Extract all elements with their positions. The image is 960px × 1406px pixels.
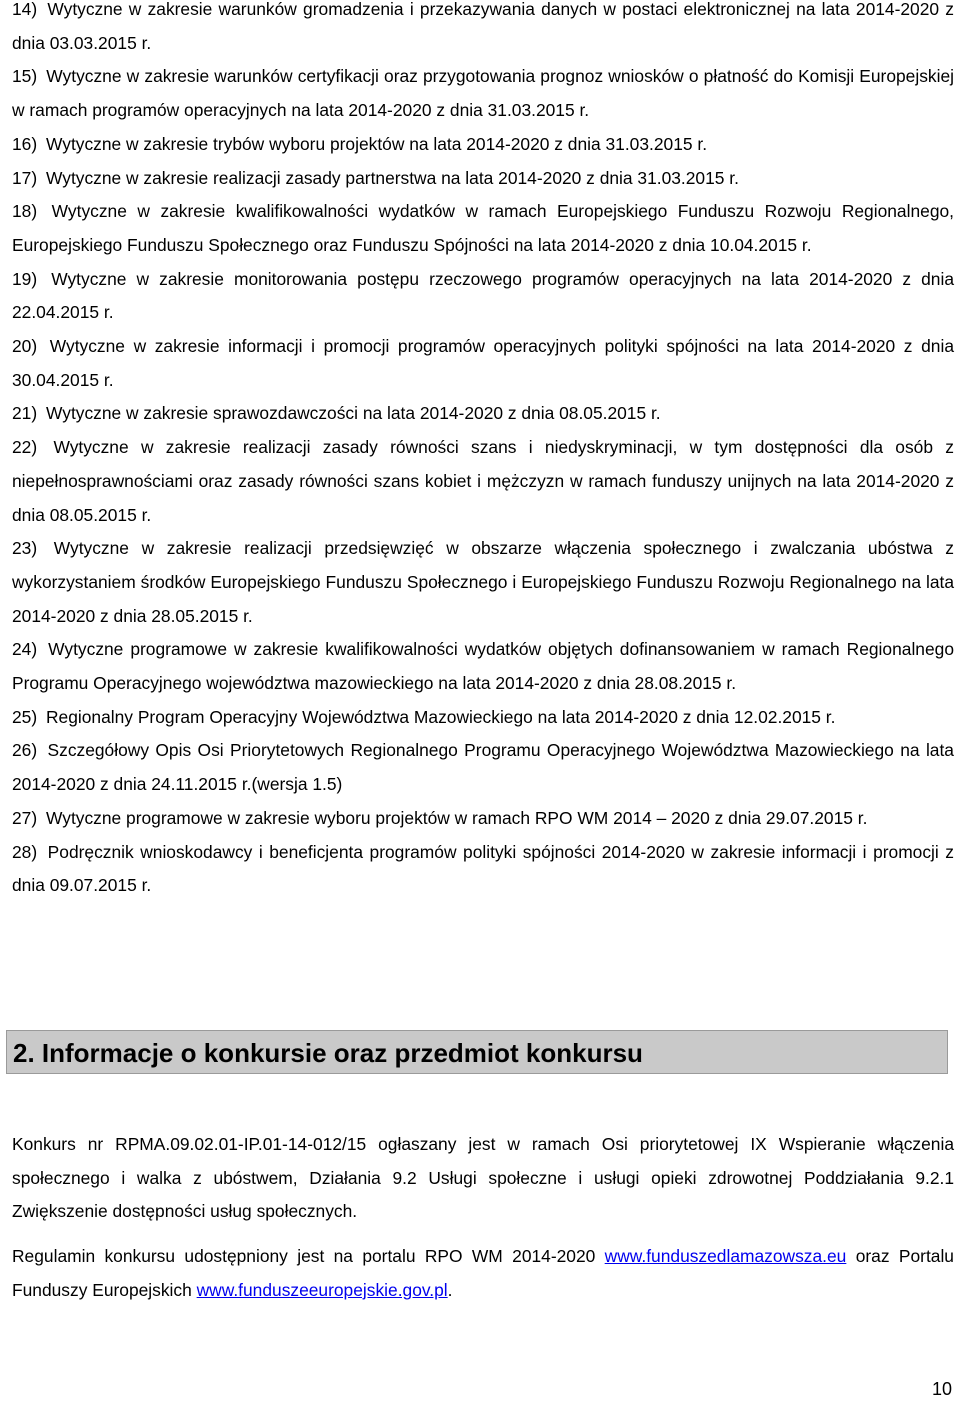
list-item [12,802,954,836]
item-text: Wytyczne w zakresie realizacji zasady partnerstwa na lata 2014-2020 z dnia 31.03.2015 r. [45,167,739,188]
guidelines-list [12,0,954,903]
item-number: 21) [12,403,38,424]
item-text: Wytyczne programowe w zakresie wyboru projektów w ramach RPO WM 2014 – 2020 z dnia 29.07.2015 r. [45,807,868,828]
item-text: Podręcznik wnioskodawcy i beneficjenta programów polityki spójności 2014-2020 w zakresie informacji i promocji z dnia 09.07.2015 r. [12,841,954,896]
regulations-text-middle: oraz Portalu Funduszy Europejskich [12,1246,954,1300]
item-number: 24) [12,639,38,660]
list-item [12,633,954,700]
item-text: Wytyczne w zakresie kwalifikowalności wydatków w ramach Europejskiego Funduszu Rozwoju Regionalnego, Europejskiego Funduszu Społecznego oraz Funduszu Spójności na lata 2014-2020 z dnia 10.04.2015 r. [12,201,954,255]
item-number: 18) [12,201,38,222]
item-text: Wytyczne w zakresie warunków gromadzenia i przekazywania danych w postaci elektronicznej na lata 2014-2020 z dnia 03.03.2015 r. [12,0,954,53]
list-item [12,0,954,60]
item-text: Wytyczne w zakresie warunków certyfikacji oraz przygotowania prognoz wniosków o płatność do Komisji Europejskiej w ramach programów operacyjnych na lata 2014-2020 z dnia 31.03.2015 r. [12,66,954,121]
item-number: 23) [12,538,38,559]
list-item [12,60,954,127]
list-item [12,431,954,532]
section-heading-box [6,1030,948,1074]
item-number: 28) [12,841,38,862]
item-text: Wytyczne w zakresie realizacji zasady równości szans i niedyskryminacji, w tym dostępności dla osób z niepełnosprawnościami oraz zasady równości szans kobiet i mężczyzn w ramach funduszy unijnych na lata 2014-2020 z dnia 08.05.2015 r. [12,437,954,525]
item-number: 19) [12,268,38,289]
item-text: Szczegółowy Opis Osi Priorytetowych Regionalnego Programu Operacyjnego Województwa Mazowieckiego na lata 2014-2020 z dnia 24.11.2015 r.(wersja 1.5) [12,740,954,795]
regulations-paragraph [12,1240,954,1307]
list-item [12,128,954,162]
contest-paragraph: Konkurs nr RPMA.09.02.01-IP.01-14-012/15 ogłaszany jest w ramach Osi priorytetowej IX Wspieranie włączenia społecznego i walka z ubóstwem, Działania 9.2 Usługi społeczne i usługi opieki zdrowotnej Poddziałania 9.2.1 Zwiększenie dostępności usług społecznych. [12,1134,954,1222]
item-number: 25) [12,706,38,727]
item-number: 27) [12,807,38,828]
item-text: Wytyczne w zakresie sprawozdawczości na lata 2014-2020 z dnia 08.05.2015 r. [45,403,661,424]
item-number: 17) [12,167,38,188]
regulations-text-before: Regulamin konkursu udostępniony jest na portalu RPO WM 2014-2020 [12,1246,605,1266]
list-item [12,734,954,801]
funduszeeuropejskie-link[interactable]: www.funduszeeuropejskie.gov.pl [196,1279,448,1300]
list-item [12,836,954,903]
list-item [12,195,954,262]
item-number: 15) [12,66,38,87]
item-text: Wytyczne w zakresie monitorowania postępu rzeczowego programów operacyjnych na lata 2014-2020 z dnia 22.04.2015 r. [12,268,954,323]
item-number: 26) [12,740,38,761]
section-heading: 2. Informacje o konkursie oraz przedmiot konkursu [13,1038,643,1068]
list-item [12,263,954,330]
list-item [12,532,954,633]
item-number: 14) [12,0,38,19]
list-item [12,397,954,431]
list-item [12,330,954,397]
regulations-text-after: . [447,1279,453,1300]
item-text: Wytyczne w zakresie informacji i promocji programów operacyjnych polityki spójności na lata 2014-2020 z dnia 30.04.2015 r. [12,336,954,390]
item-text: Regionalny Program Operacyjny Województwa Mazowieckiego na lata 2014-2020 z dnia 12.02.2015 r. [45,706,836,727]
item-text: Wytyczne w zakresie realizacji przedsięwzięć w obszarze włączenia społecznego i zwalczania ubóstwa z wykorzystaniem środków Europejskiego Funduszu Społecznego i Europejskiego Funduszu Rozwoju Regionalnego na lata 2014-2020 z dnia 28.05.2015 r. [12,538,954,626]
list-item [12,162,954,196]
funduszedlamazowsza-link[interactable]: www.funduszedlamazowsza.eu [604,1246,847,1266]
item-number: 22) [12,437,38,458]
item-number: 16) [12,133,38,154]
item-text: Wytyczne programowe w zakresie kwalifikowalności wydatków objętych dofinansowaniem w ramach Regionalnego Programu Operacyjnego województwa mazowieckiego na lata 2014-2020 z dnia 28.08.2015 r. [12,639,954,694]
list-item [12,701,954,735]
item-text: Wytyczne w zakresie trybów wyboru projektów na lata 2014-2020 z dnia 31.03.2015 r. [45,133,708,154]
page-number: 10 [932,1379,953,1399]
item-number: 20) [12,336,38,357]
